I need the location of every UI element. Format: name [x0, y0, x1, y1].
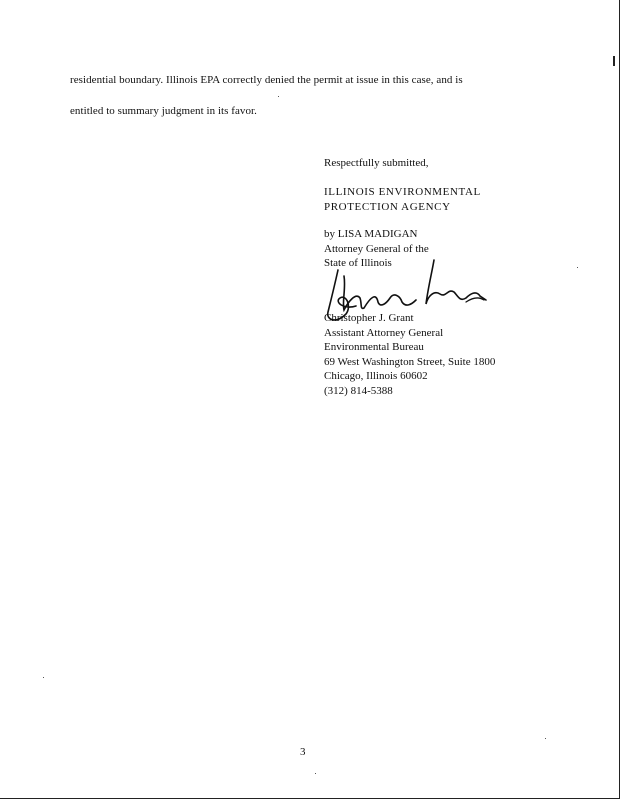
body-text-line-1: residential boundary. Illinois EPA correctly denied the permit at issue in this case, and is	[70, 74, 463, 86]
scan-speck	[545, 738, 546, 739]
signer-street: 69 West Washington Street, Suite 1800	[324, 355, 496, 368]
closing-text: Respectfully submitted,	[324, 157, 429, 169]
signer-phone: (312) 814-5388	[324, 384, 393, 397]
scan-edge-mark	[613, 56, 615, 66]
page-number: 3	[300, 746, 306, 758]
attorney-general-line-2: Attorney General of the	[324, 242, 429, 255]
attorney-general-line-3: State of Illinois	[324, 257, 392, 269]
agency-name	[324, 185, 481, 214]
agency-line-1: ILLINOIS ENVIRONMENTAL	[324, 186, 481, 198]
signer-bureau: Environmental Bureau	[324, 341, 424, 353]
scan-speck	[43, 677, 44, 678]
signer-block	[324, 311, 495, 398]
attorney-general-line-1: by LISA MADIGAN	[324, 228, 418, 240]
scan-speck	[577, 267, 578, 268]
body-text-line-2: entitled to summary judgment in its favor.	[70, 105, 257, 117]
signer-city: Chicago, Illinois 60602	[324, 370, 428, 382]
signer-title: Assistant Attorney General	[324, 326, 444, 339]
agency-line-2: PROTECTION AGENCY	[324, 200, 451, 213]
scan-speck	[278, 96, 279, 97]
scan-speck	[315, 773, 316, 774]
signer-name: Christopher J. Grant	[324, 312, 414, 324]
